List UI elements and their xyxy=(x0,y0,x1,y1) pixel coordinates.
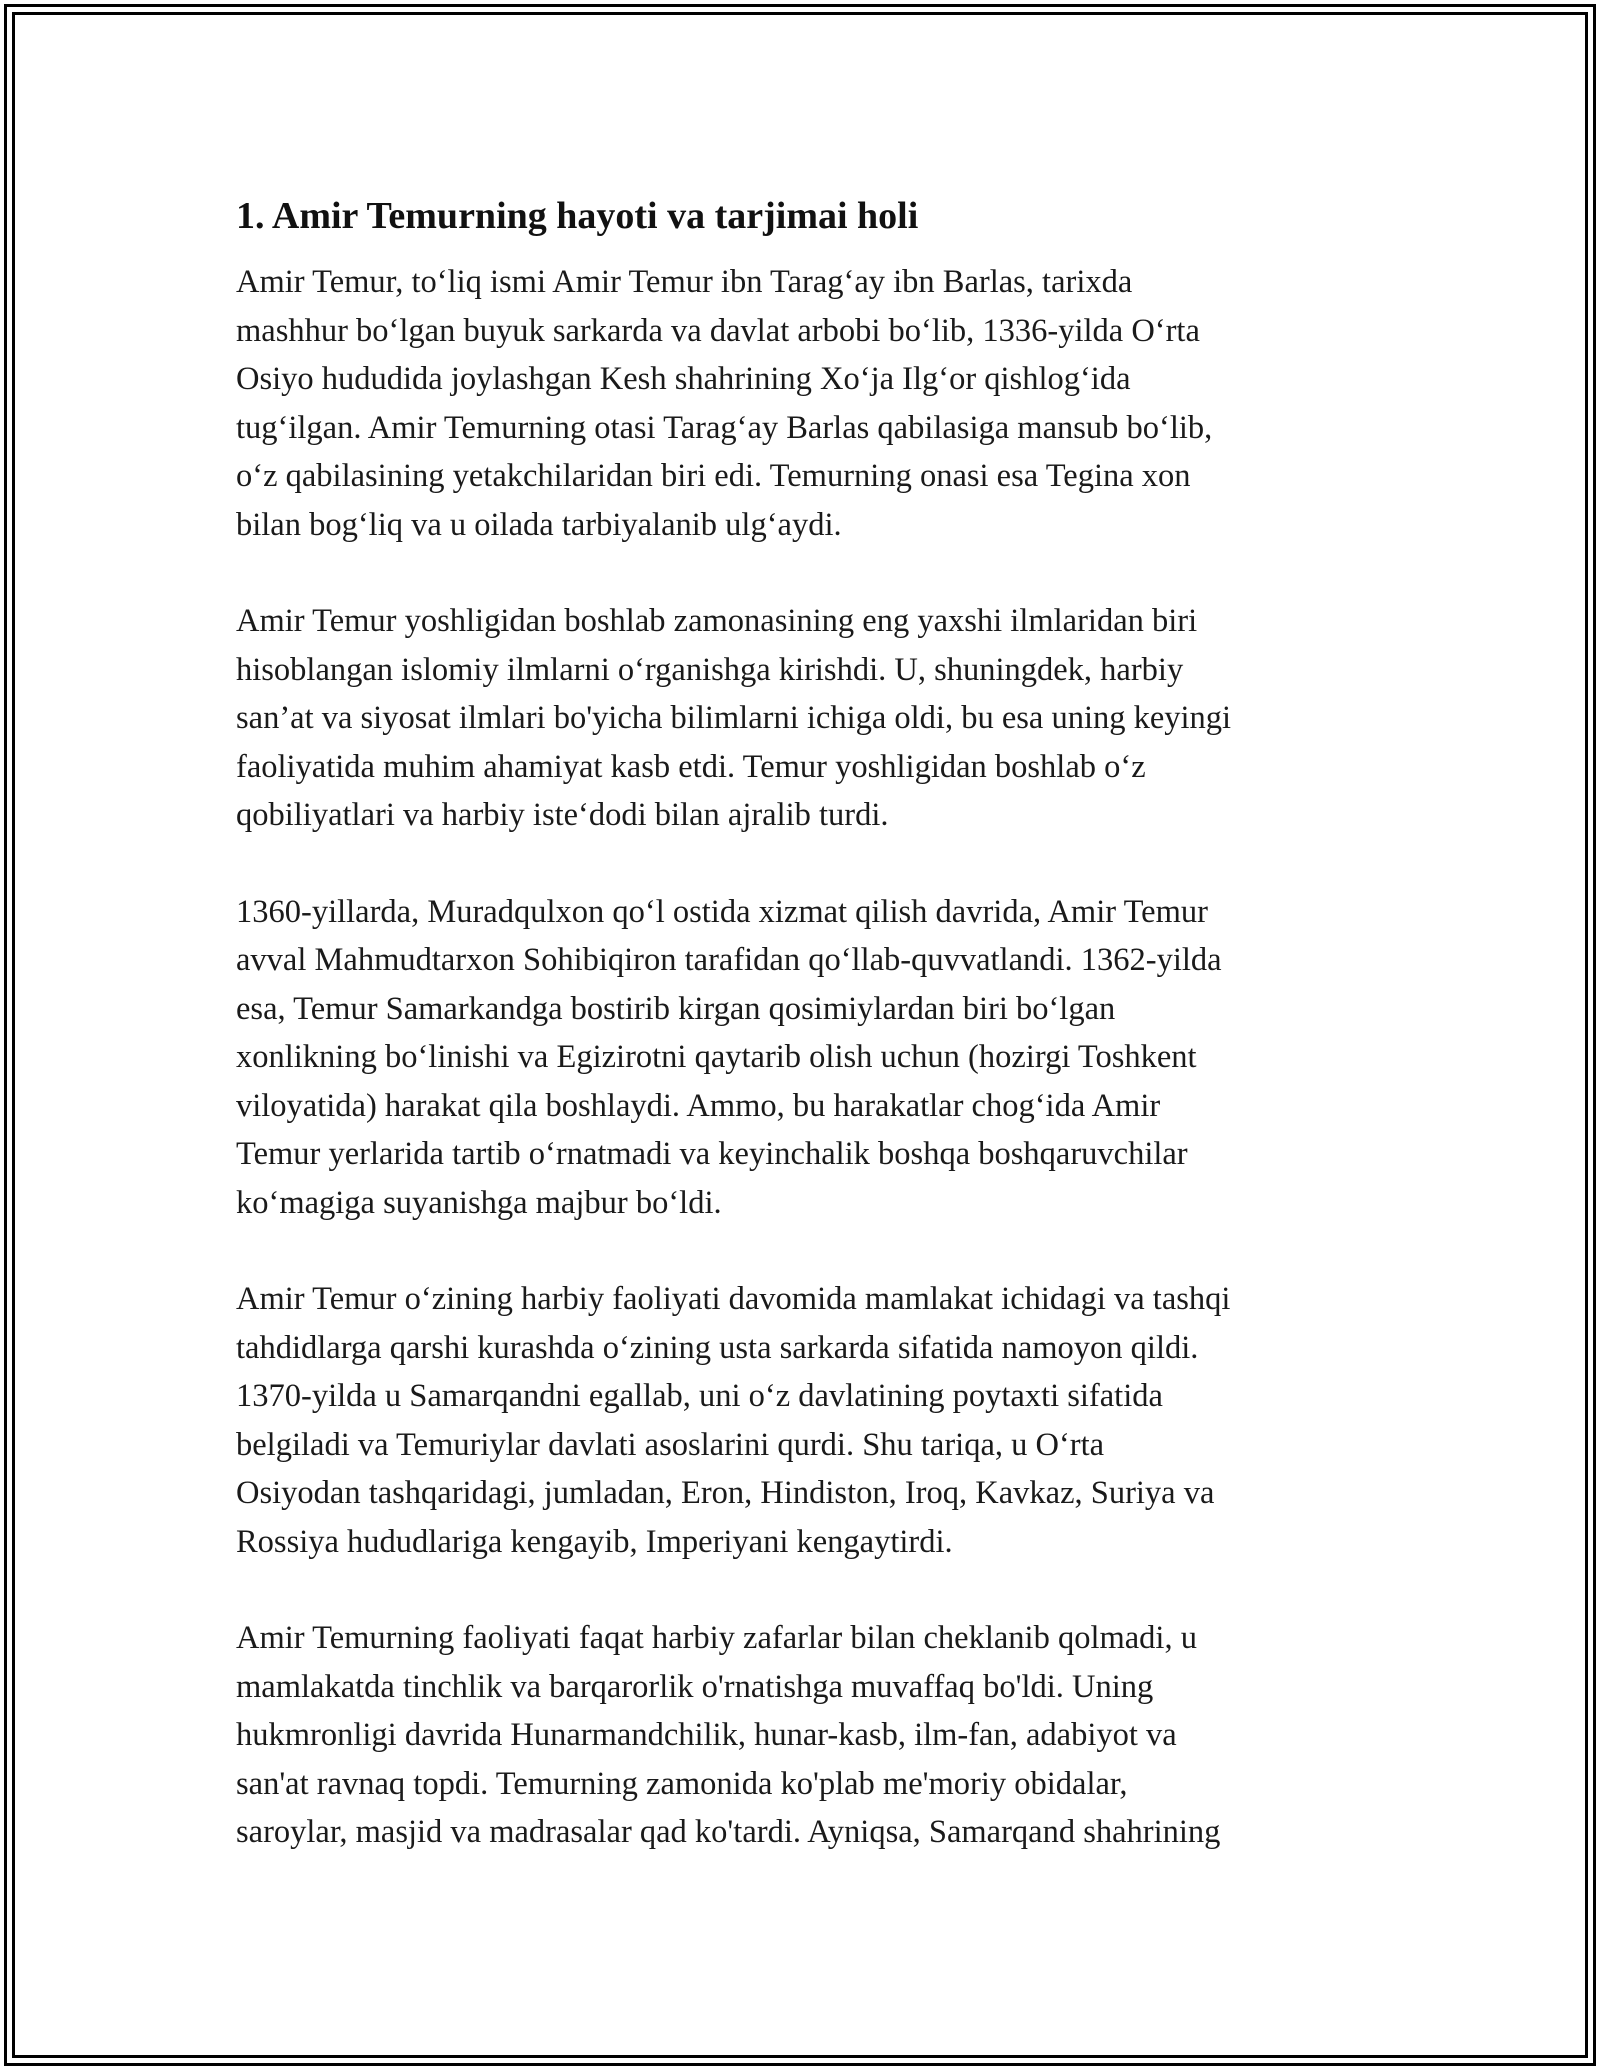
paragraph-4: Amir Temur o‘zining harbiy faoliyati davomida mamlakat ichidagi va tashqi tahdidlarga qarshi kurashda o‘zining usta sarkarda sifatida namoyon qildi. 1370-yilda u Samarqandni egallab, uni o‘z davlatining poytaxti sifatida belgiladi va Temuriylar davlati asoslarini qurdi. Shu tariqa, u O‘rta Osiyodan tashqaridagi, jumladan, Eron, Hindiston, Iroq, Kavkaz, Suriya va Rossiya hududlariga kengayib, Imperiyani kengaytirdi. xyxy=(236,1281,1231,1560)
paragraph-2: Amir Temur yoshligidan boshlab zamonasining eng yaxshi ilmlaridan biri hisoblangan islomiy ilmlarni o‘rganishga kirishdi. U, shuningdek, harbiy san’at va siyosat ilmlari bo'yicha bilimlarni ichiga oldi, bu esa uning keyingi faoliyatida muhim ahamiyat kasb etdi. Temur yoshligidan boshlab o‘z qobiliyatlari va harbiy iste‘dodi bilan ajralib turdi. xyxy=(236,603,1232,833)
section-heading: 1. Amir Temurning hayoti va tarjimai holi xyxy=(236,195,919,237)
paragraph-1: Amir Temur, to‘liq ismi Amir Temur ibn Tarag‘ay ibn Barlas, tarixda mashhur bo‘lgan buyuk sarkarda va davlat arbobi bo‘lib, 1336-yilda O‘rta Osiyo hududida joylashgan Kesh shahrining Xo‘ja Ilg‘or qishlog‘ida tug‘ilgan. Amir Temurning otasi Tarag‘ay Barlas qabilasiga mansub bo‘lib, o‘z qabilasining yetakchilaridan biri edi. Temurning onasi esa Tegina xon bilan bog‘liq va u oilada tarbiyalanib ulg‘aydi. xyxy=(236,264,1213,543)
paragraph-3: 1360-yillarda, Muradqulxon qo‘l ostida xizmat qilish davrida, Amir Temur avval Mahmudtarxon Sohibiqiron tarafidan qo‘llab-quvvatlandi. 1362-yilda esa, Temur Samarkandga bostirib kirgan qosimiylardan biri bo‘lgan xonlikning bo‘linishi va Egizirotni qaytarib olish uchun (hozirgi Toshkent viloyatida) harakat qila boshlaydi. Ammo, bu harakatlar chog‘ida Amir Temur yerlarida tartib o‘rnatmadi va keyinchalik boshqa boshqaruvchilar ko‘magiga suyanishga majbur bo‘ldi. xyxy=(236,893,1222,1221)
paragraph-5: Amir Temurning faoliyati faqat harbiy zafarlar bilan cheklanib qolmadi, u mamlakatda tinchlik va barqarorlik o'rnatishga muvaffaq bo'ldi. Uning hukmronligi davrida Hunarmandchilik, hunar-kasb, ilm-fan, adabiyot va san'at ravnaq topdi. Temurning zamonida ko'plab me'moriy obidalar, saroylar, masjid va madrasalar qad ko'tardi. Ayniqsa, Samarqand shahrining xyxy=(236,1620,1221,1850)
document-body xyxy=(236,188,1386,1857)
